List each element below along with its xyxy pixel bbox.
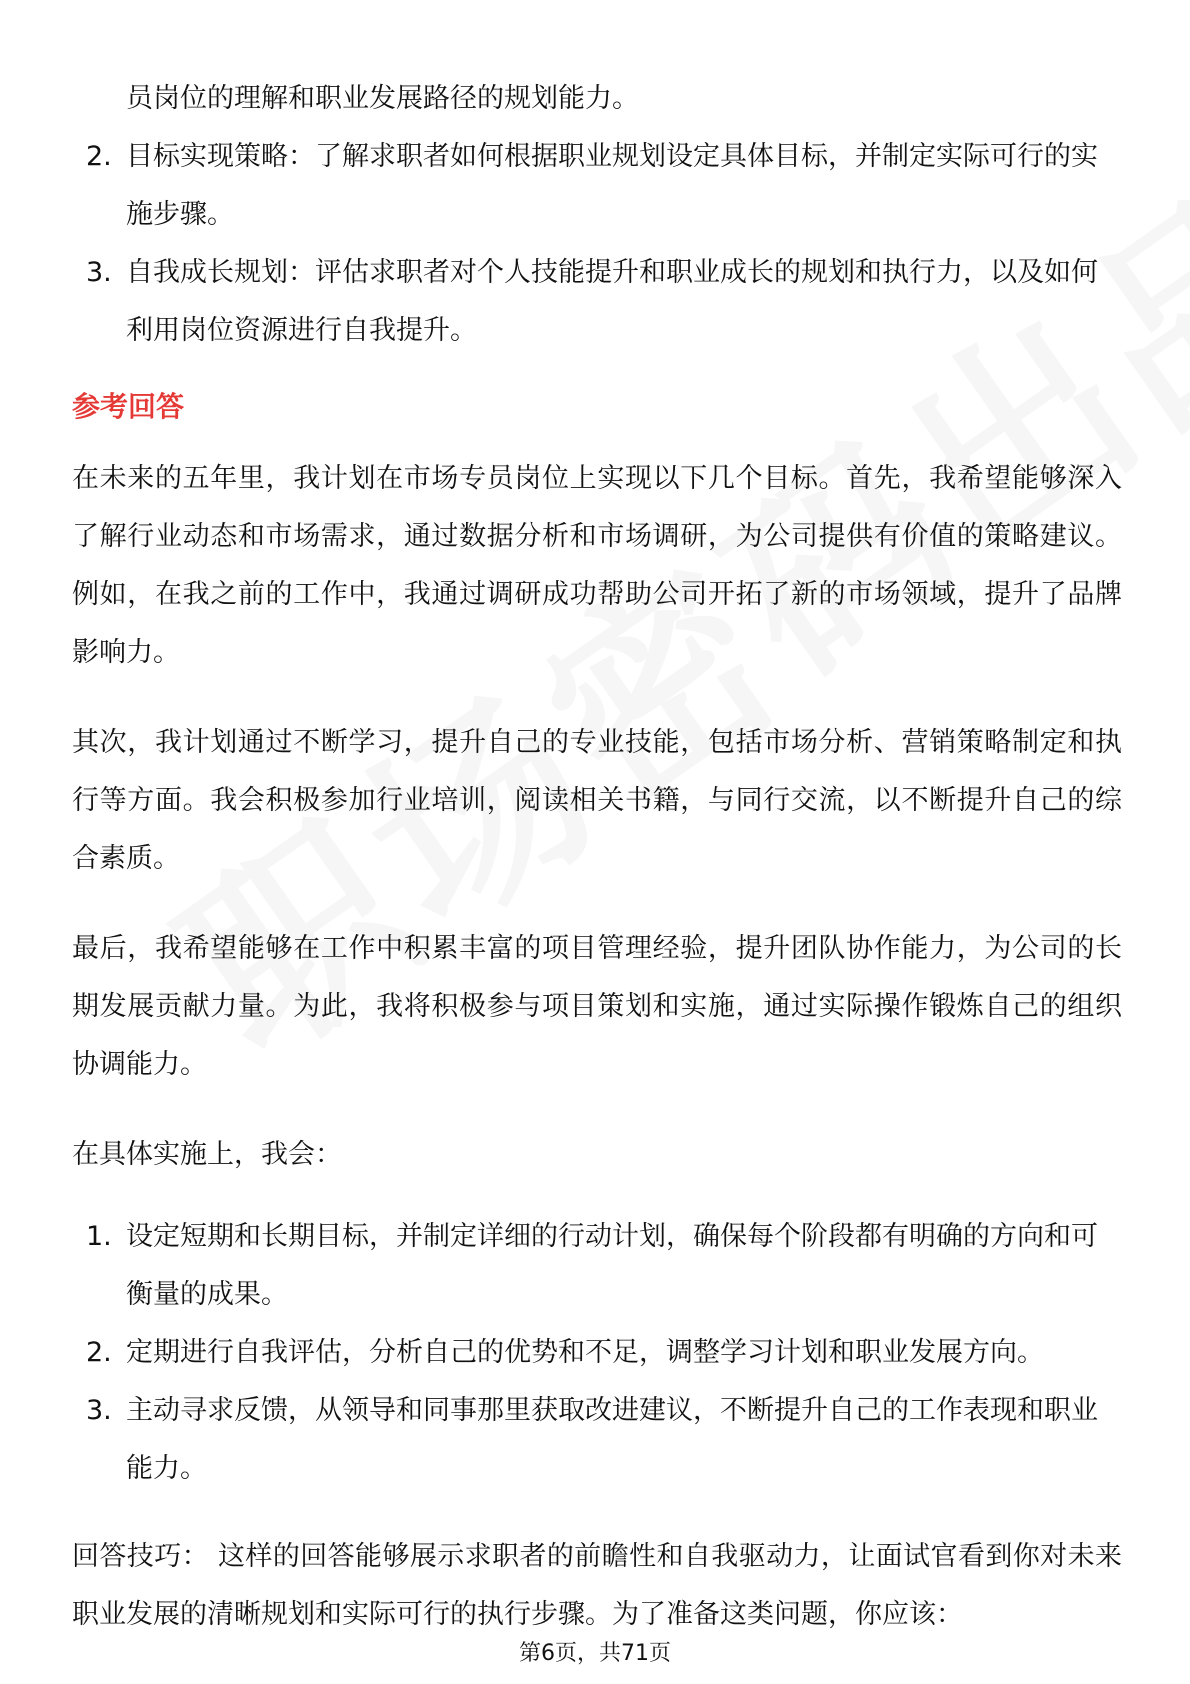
list-item-text: 主动寻求反馈，从领导和同事那里获取改进建议，不断提升自己的工作表现和职业能力。 <box>126 1395 1098 1484</box>
list-item-text: 目标实现策略：了解求职者如何根据职业规划设定具体目标，并制定实际可行的实施步骤。 <box>126 141 1098 230</box>
answer-paragraph: 在具体实施上，我会： <box>72 1139 342 1170</box>
list-item-text: 自我成长规划：评估求职者对个人技能提升和职业成长的规划和执行力，以及如何利用岗位资源进行自我提升。 <box>126 257 1098 346</box>
evaluation-points-list <box>72 128 1122 360</box>
list-number: 2. <box>86 1337 112 1368</box>
list-item <box>72 1208 1122 1324</box>
list-item-text: 定期进行自我评估，分析自己的优势和不足，调整学习计划和职业发展方向。 <box>126 1337 1044 1368</box>
list-item <box>72 244 1122 360</box>
answer-tip: 回答技巧： 这样的回答能够展示求职者的前瞻性和自我驱动力，让面试官看到你对未来职业发展的清晰规划和实际可行的执行步骤。为了准备这类问题，你应该： <box>72 1541 1122 1630</box>
list-item <box>72 1324 1122 1382</box>
list-number: 3. <box>86 257 112 288</box>
answer-paragraph: 其次，我计划通过不断学习，提升自己的专业技能，包括市场分析、营销策略制定和执行等方面。我会积极参加行业培训，阅读相关书籍，与同行交流，以不断提升自己的综合素质。 <box>72 727 1122 874</box>
list-item-text: 设定短期和长期目标，并制定详细的行动计划，确保每个阶段都有明确的方向和可衡量的成果。 <box>126 1221 1098 1310</box>
list-item-continuation: 员岗位的理解和职业发展路径的规划能力。 <box>126 83 639 114</box>
implementation-steps-list <box>72 1208 1122 1498</box>
section-heading: 参考回答 <box>72 390 185 423</box>
page-footer: 第6页，共71页 <box>519 1641 671 1666</box>
page-content <box>72 70 1122 1676</box>
list-number: 2. <box>86 141 112 172</box>
answer-paragraph: 最后，我希望能够在工作中积累丰富的项目管理经验，提升团队协作能力，为公司的长期发展贡献力量。为此，我将积极参与项目策划和实施，通过实际操作锻炼自己的组织协调能力。 <box>72 933 1122 1080</box>
list-number: 1. <box>86 1221 112 1252</box>
list-number: 3. <box>86 1395 112 1426</box>
list-item <box>72 1382 1122 1498</box>
list-item <box>72 128 1122 244</box>
answer-paragraph: 在未来的五年里，我计划在市场专员岗位上实现以下几个目标。首先，我希望能够深入了解行业动态和市场需求，通过数据分析和市场调研，为公司提供有价值的策略建议。例如，在我之前的工作中，我通过调研成功帮助公司开拓了新的市场领域，提升了品牌影响力。 <box>72 463 1122 668</box>
